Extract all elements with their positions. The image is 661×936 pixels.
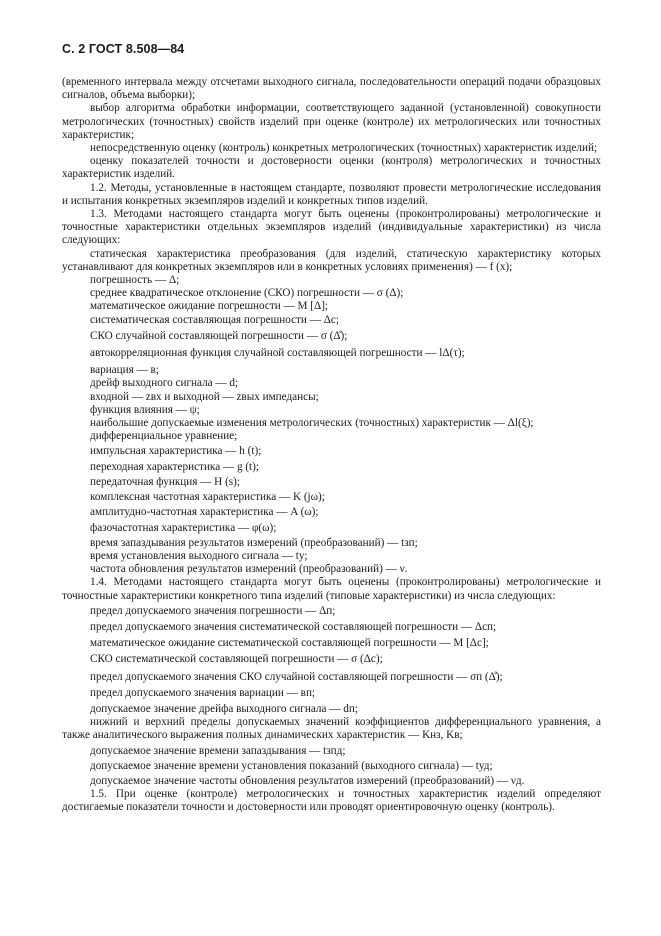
paragraph-1-5: 1.5. При оценке (контроле) метрологических и точностных характеристик изделий определяют достигаемые показатели точности и достоверности или проводят ориентировочную оценку (контроль). [62,788,601,814]
list-item: предел допускаемого значения СКО случайной составляющей погрешности — σп (Δ̊); [90,670,503,683]
list-item: предел допускаемого значения систематической составляющей погрешности — Δсп; [90,620,497,633]
list-item: передаточная функция — H (s); [90,475,240,488]
paragraph-indicators: оценку показателей точности и достоверности оценки (контроля) метрологических и точностных характеристик изделий. [62,155,601,181]
list-item: погрешность — Δ; [90,274,180,287]
list-item: дрейф выходного сигнала — d; [90,377,239,390]
list-individual-characteristics [62,274,601,576]
list-item: переходная характеристика — g (t); [90,460,259,473]
list-item: дифференциальное уравнение; [90,430,238,443]
list-item: допускаемое значение частоты обновления результатов измерений (преобразований) — νд. [90,774,525,787]
list-item: среднее квадратическое отклонение (СКО) погрешности — σ (Δ); [90,287,404,300]
paragraph-direct-estimate: непосредственную оценку (контроль) конкретных метрологических (точностных) характеристик изделий; [90,142,598,155]
list-item: амплитудно-частотная характеристика — A (ω); [90,506,319,519]
list-item: функция влияния — ψ; [90,403,200,416]
list-item: вариация — в; [90,364,159,377]
document-body [62,76,601,815]
list-item: автокорреляционная функция случайной составляющей погрешности — lΔ(τ); [90,347,465,360]
paragraph-static-characteristic: статическая характеристика преобразования (для изделий, статическую характеристику которых устанавливают для конкретных экземпляров или в конкретных условиях применения) — f (x); [62,247,601,273]
list-item: СКО систематической составляющей погрешности — σ (Δс); [90,653,383,666]
paragraph-algorithm: выбор алгоритма обработки информации, соответствующего заданной (установленной) совокупности метрологических (точностных) свойств изделий при оценке (контроле) их метрологических или точностных характеристик; [62,102,601,141]
paragraph-1-2: 1.2. Методы, установленные в настоящем стандарте, позволяют провести метрологические исследования и испытания конкретных экземпляров изделий и конкретных типов изделий. [62,181,601,207]
list-item: импульсная характеристика — h (t); [90,445,262,458]
list-item: частота обновления результатов измерений (преобразований) — ν. [90,563,408,576]
list-item: время установления выходного сигнала — ty; [90,549,308,562]
list-item: допускаемое значение времени запаздывания — tзпд; [90,744,346,757]
list-item: математическое ожидание погрешности — M [Δ]; [90,300,329,313]
list-type-characteristics [62,605,601,716]
list-item: наибольшие допускаемые изменения метрологических (точностных) характеристик — Δl(ξ); [90,417,534,430]
list-item: СКО случайной составляющей погрешности — σ (Δ̊); [90,329,348,342]
paragraph-continuation: (временного интервала между отсчетами выходного сигнала, последовательности операций подачи образцовых сигналов, объема выборки); [62,76,601,102]
list-item: комплексная частотная характеристика — K (jω); [90,491,325,504]
list-item: математическое ожидание систематической составляющей погрешности — M [Δс]; [90,637,489,650]
paragraph-coefficient-limits: нижний и верхний пределы допускаемых значений коэффициентов дифференциального уравнения, а также аналитического выражения полных динамических характеристик — Kнз, Kв; [62,716,601,742]
list-item: допускаемое значение времени установления показаний (выходного сигнала) — tуд; [90,759,493,772]
list-item: допускаемое значение дрейфа выходного сигнала — dп; [90,702,358,715]
page-header: С. 2 ГОСТ 8.508—84 [62,42,185,56]
list-item: фазочастотная характеристика — φ(ω); [90,521,277,534]
paragraph-1-3: 1.3. Методами настоящего стандарта могут быть оценены (проконтролированы) метрологические и точностные характеристики отдельных экземпляров изделий (индивидуальные характеристики) из числа следующих: [62,208,601,247]
list-item: систематическая составляющая погрешности — Δс; [90,313,339,326]
list-type-characteristics-continued [62,745,601,789]
list-item: время запаздывания результатов измерений (преобразований) — tзп; [90,536,418,549]
paragraph-1-4: 1.4. Методами настоящего стандарта могут быть оценены (проконтролированы) метрологические и точностные характеристики конкретного типа изделий (типовые характеристики) из числа следующих: [62,576,601,602]
list-item: предел допускаемого значения погрешности — Δп; [90,604,336,617]
list-item: предел допускаемого значения вариации — вп; [90,686,316,699]
list-item: входной — zвх и выходной — zвых импедансы; [90,390,319,403]
